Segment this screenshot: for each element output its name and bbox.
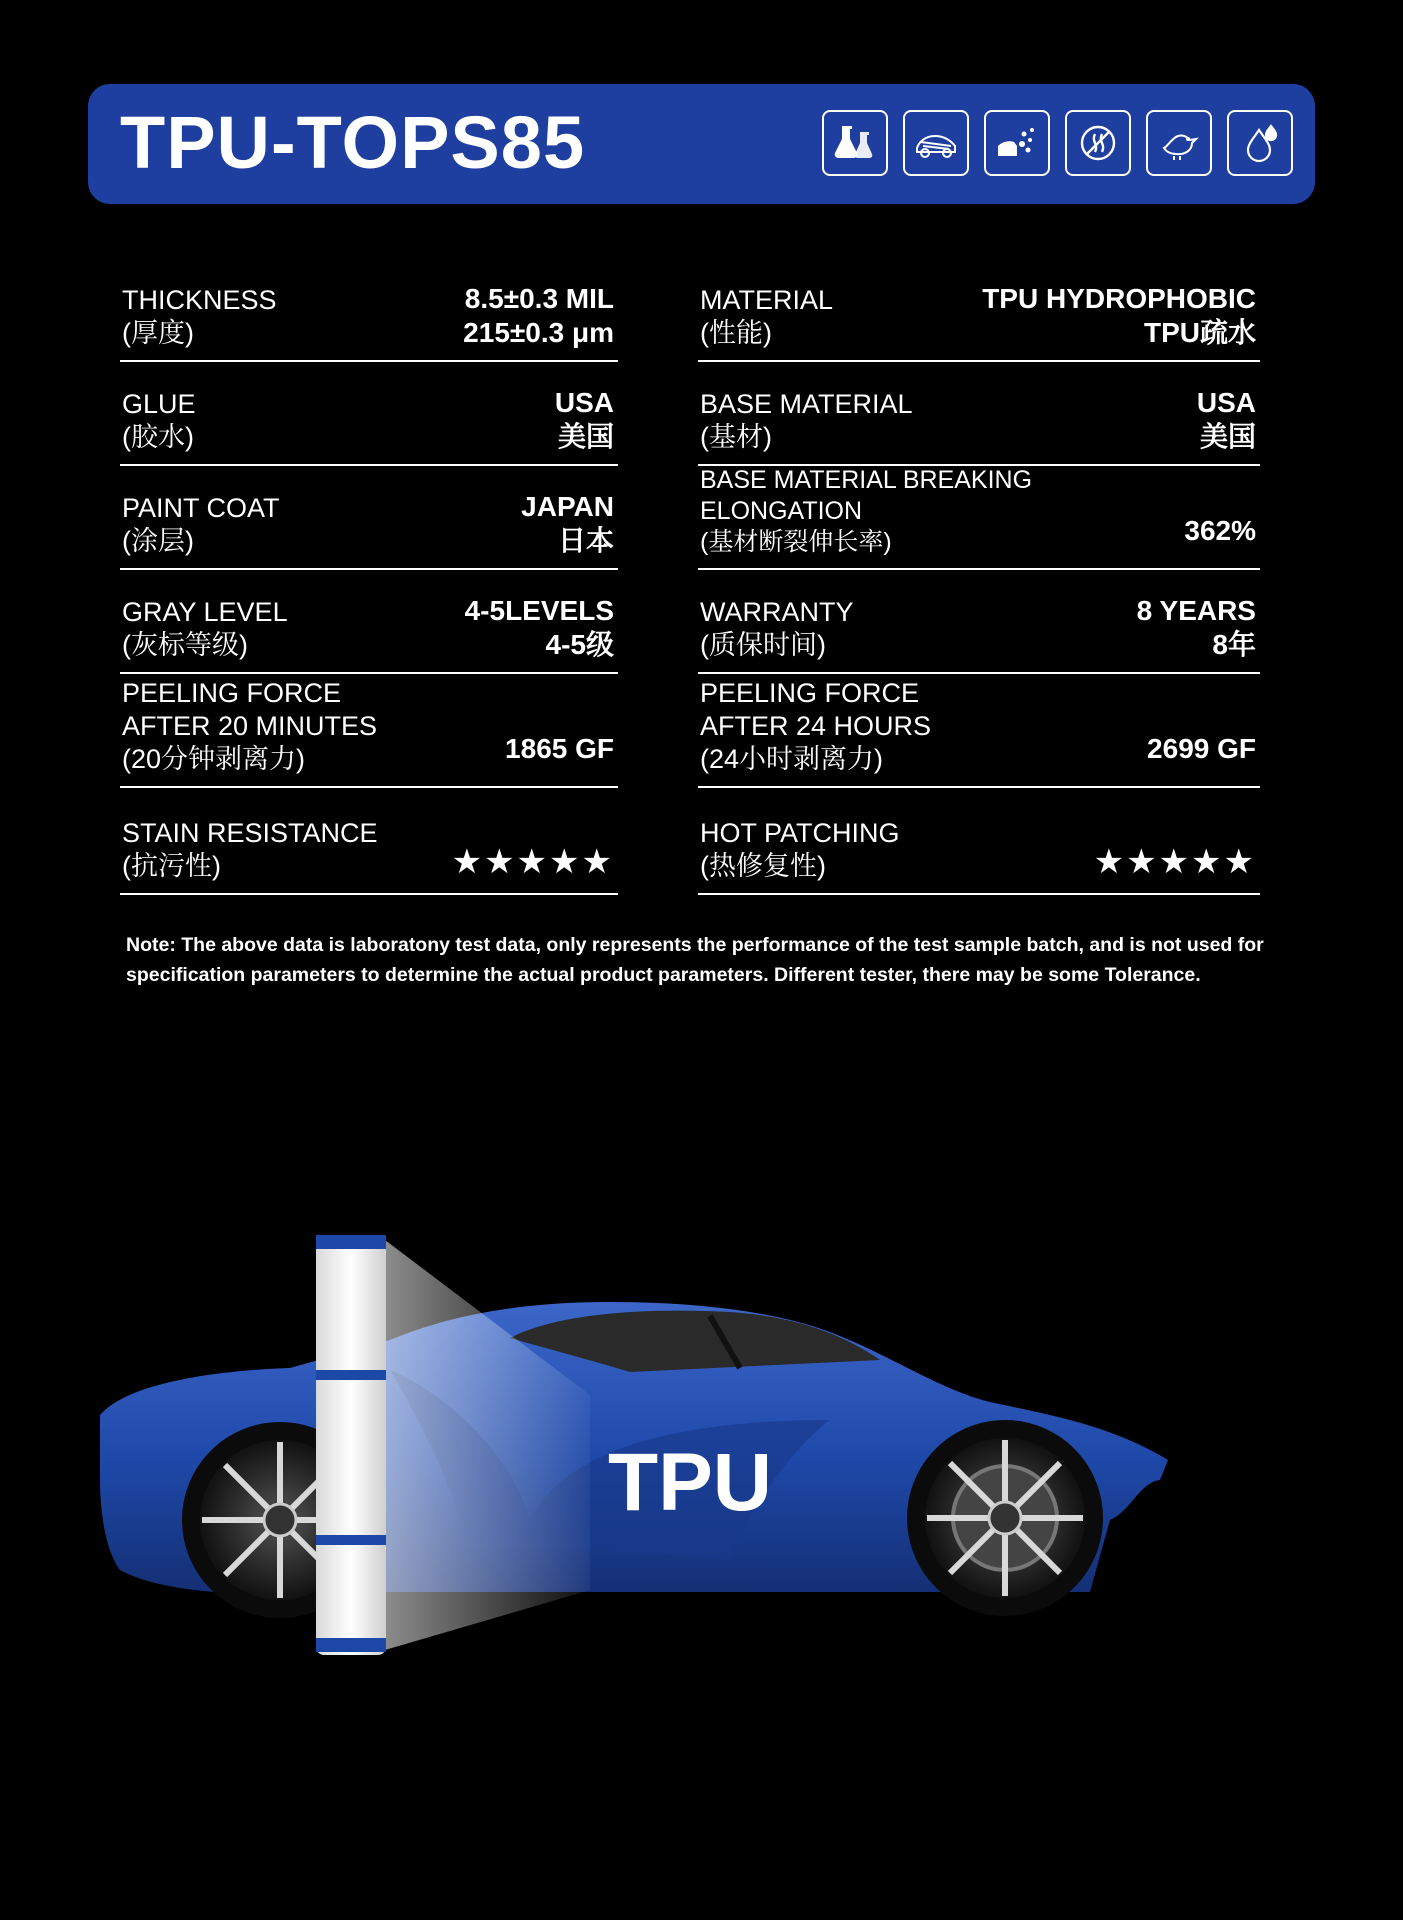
- spec-label-cn: (基材): [700, 422, 772, 452]
- product-title: TPU-TOPS85: [120, 101, 586, 184]
- spec-row-gray-level: [120, 570, 618, 674]
- car-illustration: [90, 1220, 1290, 1680]
- spec-label: PEELING FORCE: [122, 678, 342, 708]
- spec-column-left: [120, 276, 618, 895]
- spec-label-line2: AFTER 20 MINUTES: [122, 711, 378, 741]
- spec-value: 8.5±0.3 MIL: [464, 283, 614, 314]
- spec-row-material: [698, 276, 1260, 362]
- spec-value-secondary: 4-5级: [545, 629, 614, 660]
- no-yellowing-icon: [1065, 110, 1131, 176]
- spec-label: GRAY LEVEL: [122, 597, 288, 627]
- spec-label-cn: (24小时剥离力): [700, 744, 884, 774]
- feature-icons: [822, 110, 1293, 176]
- spec-label-cn: (胶水): [122, 422, 194, 452]
- spec-label: THICKNESS: [122, 285, 277, 315]
- spec-label-cn: (性能): [700, 318, 772, 348]
- water-drop-icon: [1227, 110, 1293, 176]
- spec-value-secondary: 215±0.3 μm: [463, 317, 614, 348]
- disclaimer-note: Note: The above data is laboratony test data, only represents the performance of the test sample batch, and is not used for specification parameters to determine the actual product parameters. Different tester, there may be some Tolerance.: [126, 934, 1264, 986]
- spec-value: 8 YEARS: [1136, 595, 1256, 626]
- spec-label: HOT PATCHING: [700, 818, 900, 848]
- tpu-label: TPU: [608, 1437, 772, 1528]
- spec-row-peeling-24h: [698, 674, 1260, 788]
- spec-value: JAPAN: [521, 491, 614, 522]
- spec-value: 1865 GF: [505, 733, 614, 764]
- spec-label-line2: ELONGATION: [700, 497, 863, 525]
- spec-row-base-material: [698, 362, 1260, 466]
- star-rating: ★★★★★: [1093, 843, 1256, 881]
- spec-value: 4-5LEVELS: [464, 595, 614, 626]
- spec-label-line2: AFTER 24 HOURS: [700, 711, 932, 741]
- spec-label: WARRANTY: [700, 597, 854, 627]
- front-wheel: [907, 1420, 1103, 1616]
- spec-row-glue: [120, 362, 618, 466]
- spec-value: 2699 GF: [1147, 733, 1256, 764]
- spec-label: BASE MATERIAL: [700, 389, 913, 419]
- header-banner: [88, 84, 1315, 204]
- dirt-spray-icon: [984, 110, 1050, 176]
- spec-value-secondary: 美国: [1199, 421, 1256, 452]
- spec-value: TPU HYDROPHOBIC: [982, 283, 1256, 314]
- spec-label-cn: (热修复性): [700, 851, 826, 881]
- spec-label-cn: (灰标等级): [122, 630, 248, 660]
- spec-label: PAINT COAT: [122, 493, 280, 523]
- spec-value: USA: [554, 387, 614, 418]
- spec-label-cn: (厚度): [122, 318, 194, 348]
- spec-value: 362%: [1184, 515, 1256, 546]
- car-scratch-icon: [903, 110, 969, 176]
- spec-value-secondary: 8年: [1212, 629, 1256, 660]
- spec-label: MATERIAL: [700, 285, 834, 315]
- protective-film: [385, 1240, 590, 1650]
- spec-label: STAIN RESISTANCE: [122, 818, 378, 848]
- spec-value-secondary: 日本: [557, 525, 614, 556]
- spec-value: USA: [1196, 387, 1256, 418]
- spec-label-cn: (20分钟剥离力): [122, 744, 306, 774]
- spec-label-cn: (基材断裂伸长率): [700, 528, 892, 556]
- spec-row-peeling-20min: [120, 674, 618, 788]
- bird-droppings-icon: [1146, 110, 1212, 176]
- spec-row-hot-patching: [698, 788, 1260, 895]
- spec-row-breaking-elongation: [698, 466, 1260, 570]
- spec-row-warranty: [698, 570, 1260, 674]
- spec-row-paint-coat: [120, 466, 618, 570]
- star-rating: ★★★★★: [451, 843, 614, 881]
- spec-value-secondary: 美国: [557, 421, 614, 452]
- spec-label-cn: (质保时间): [700, 630, 826, 660]
- spec-row-stain-resistance: [120, 788, 618, 895]
- chemical-flask-icon: [822, 110, 888, 176]
- spec-value-secondary: TPU疏水: [1143, 317, 1256, 348]
- spec-label-cn: (抗污性): [122, 851, 221, 881]
- spec-label: GLUE: [122, 389, 196, 419]
- spec-label: PEELING FORCE: [700, 678, 920, 708]
- spec-label-cn: (涂层): [122, 526, 194, 556]
- spec-column-right: [698, 276, 1260, 895]
- spec-row-thickness: [120, 276, 618, 362]
- film-roll: [316, 1235, 386, 1655]
- spec-label: BASE MATERIAL BREAKING: [700, 466, 1033, 494]
